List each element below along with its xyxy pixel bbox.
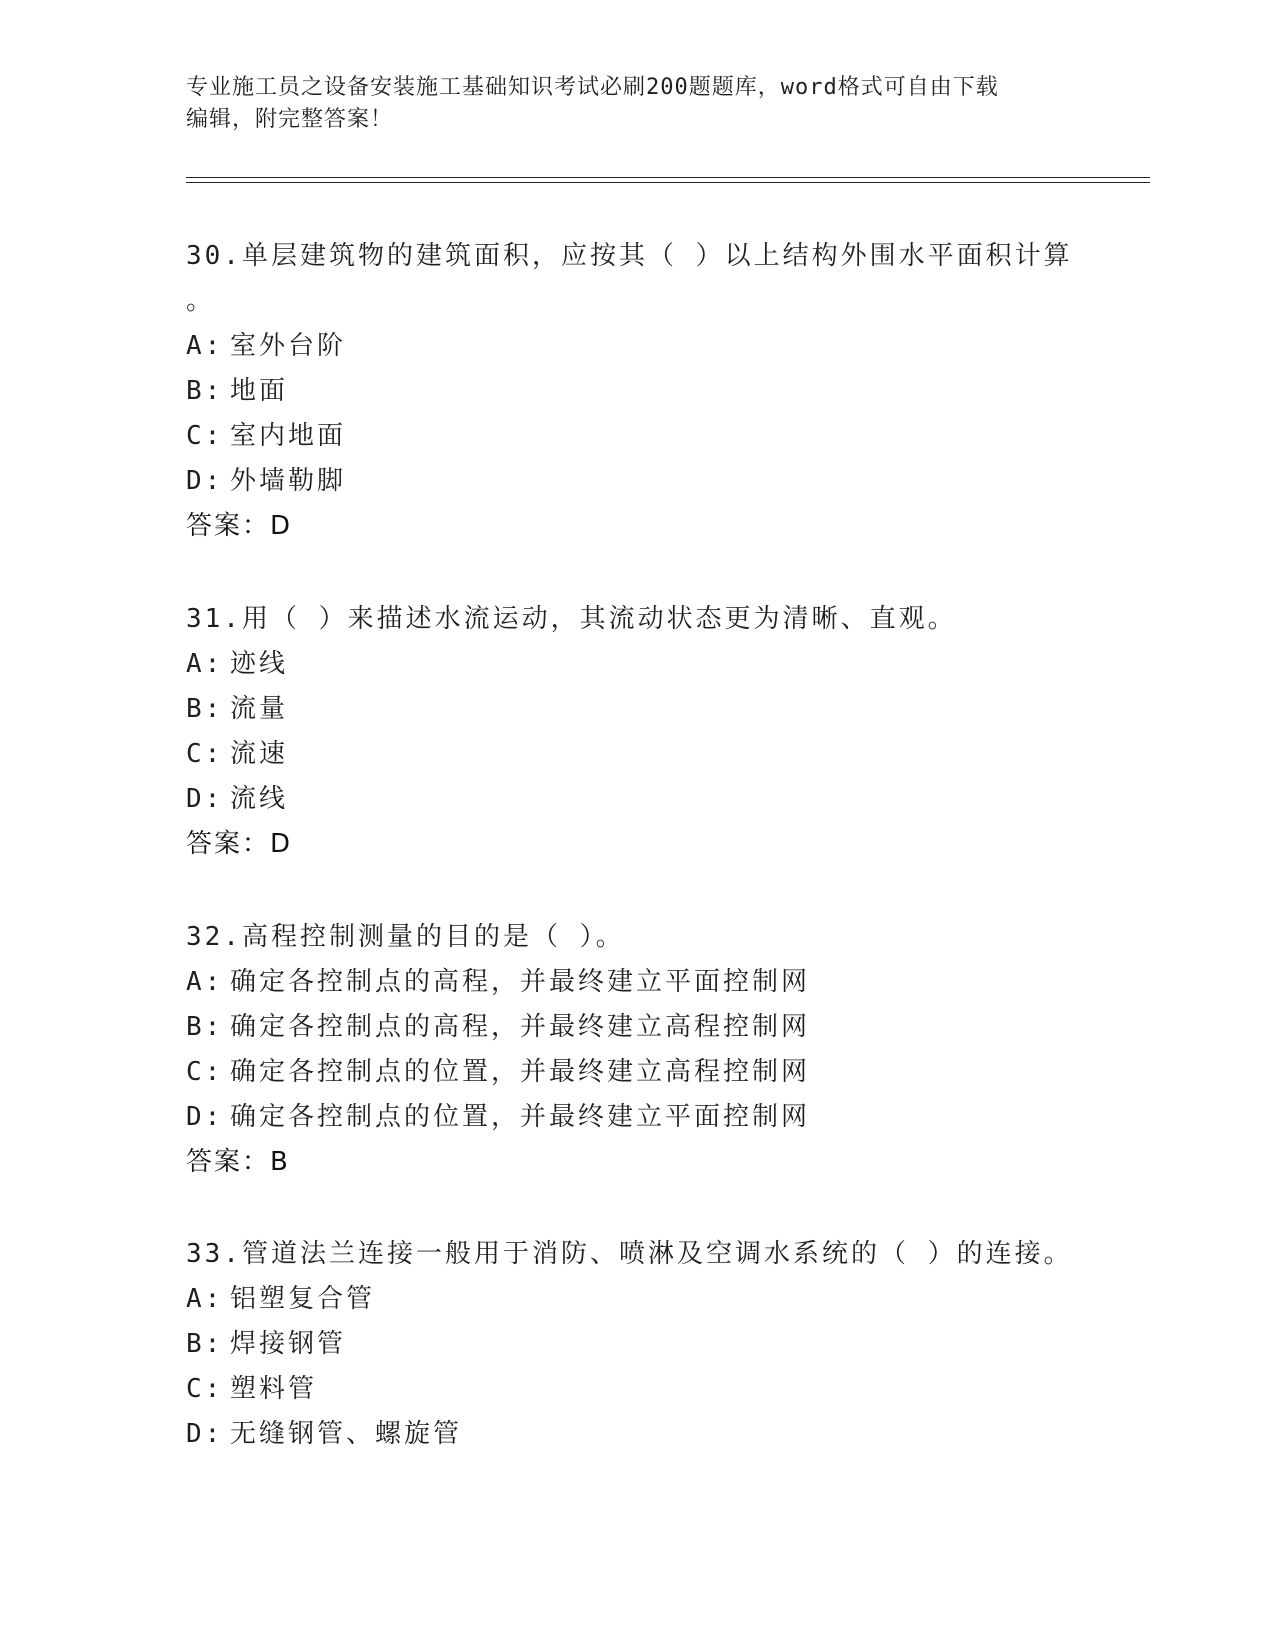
question-stem: 33.管道法兰连接一般用于消防、喷淋及空调水系统的（ ）的连接。 <box>186 1239 1073 1269</box>
question-30 <box>186 234 1086 549</box>
option-d <box>186 459 1086 504</box>
option-letter: C: <box>186 739 224 769</box>
option-letter: A: <box>186 1284 224 1314</box>
option-letter: C: <box>186 1374 224 1404</box>
option-letter: D: <box>186 1419 224 1449</box>
header-divider-top <box>186 177 1150 178</box>
option-letter: A: <box>186 967 224 997</box>
answer-line: 答案：D <box>186 511 293 541</box>
answer-line: 答案：D <box>186 829 293 859</box>
option-letter: C: <box>186 421 224 451</box>
option-text: 室内地面 <box>230 421 347 451</box>
option-text: 确定各控制点的高程，并最终建立平面控制网 <box>230 967 811 997</box>
option-c <box>186 1367 1086 1412</box>
option-b <box>186 1005 1086 1050</box>
question-stem: 31.用（ ）来描述水流运动，其流动状态更为清晰、直观。 <box>186 604 957 634</box>
option-d <box>186 777 1086 822</box>
option-letter: C: <box>186 1057 224 1087</box>
option-text: 流量 <box>230 694 289 724</box>
option-letter: D: <box>186 466 224 496</box>
option-a <box>186 324 1086 369</box>
option-text: 焊接钢管 <box>230 1329 347 1359</box>
question-stem: 30.单层建筑物的建筑面积，应按其（ ）以上结构外围水平面积计算 <box>186 241 1073 271</box>
option-letter: B: <box>186 694 224 724</box>
question-32 <box>186 915 1086 1185</box>
header-divider-bottom <box>186 182 1150 183</box>
option-a <box>186 642 1086 687</box>
answer-line: 答案：B <box>186 1147 290 1177</box>
option-letter: A: <box>186 649 224 679</box>
option-a <box>186 1277 1086 1322</box>
question-stem: 32.高程控制测量的目的是（ ）。 <box>186 922 625 952</box>
option-letter: D: <box>186 784 224 814</box>
option-c <box>186 732 1086 777</box>
option-d <box>186 1095 1086 1140</box>
document-header <box>186 72 1086 136</box>
option-letter: B: <box>186 376 224 406</box>
option-text: 迹线 <box>230 649 289 679</box>
option-text: 室外台阶 <box>230 331 347 361</box>
question-33 <box>186 1232 1086 1457</box>
option-b <box>186 369 1086 414</box>
header-line-1: 专业施工员之设备安装施工基础知识考试必刷200题题库，word格式可自由下载 <box>186 75 999 100</box>
option-text: 塑料管 <box>230 1374 318 1404</box>
option-text: 流线 <box>230 784 289 814</box>
option-letter: D: <box>186 1102 224 1132</box>
option-text: 确定各控制点的位置，并最终建立平面控制网 <box>230 1102 811 1132</box>
option-text: 无缝钢管、螺旋管 <box>230 1419 463 1449</box>
option-letter: B: <box>186 1012 224 1042</box>
option-text: 外墙勒脚 <box>230 466 347 496</box>
option-letter: A: <box>186 331 224 361</box>
question-31 <box>186 597 1086 867</box>
option-letter: B: <box>186 1329 224 1359</box>
option-text: 铝塑复合管 <box>230 1284 376 1314</box>
option-a <box>186 960 1086 1005</box>
option-text: 确定各控制点的位置，并最终建立高程控制网 <box>230 1057 811 1087</box>
option-d <box>186 1412 1086 1457</box>
option-text: 流速 <box>230 739 289 769</box>
option-c <box>186 414 1086 459</box>
option-b <box>186 1322 1086 1367</box>
option-c <box>186 1050 1086 1095</box>
option-text: 确定各控制点的高程，并最终建立高程控制网 <box>230 1012 811 1042</box>
option-b <box>186 687 1086 732</box>
question-stem-continuation: 。 <box>186 286 216 316</box>
option-text: 地面 <box>230 376 289 406</box>
header-line-2: 编辑，附完整答案！ <box>186 107 394 132</box>
